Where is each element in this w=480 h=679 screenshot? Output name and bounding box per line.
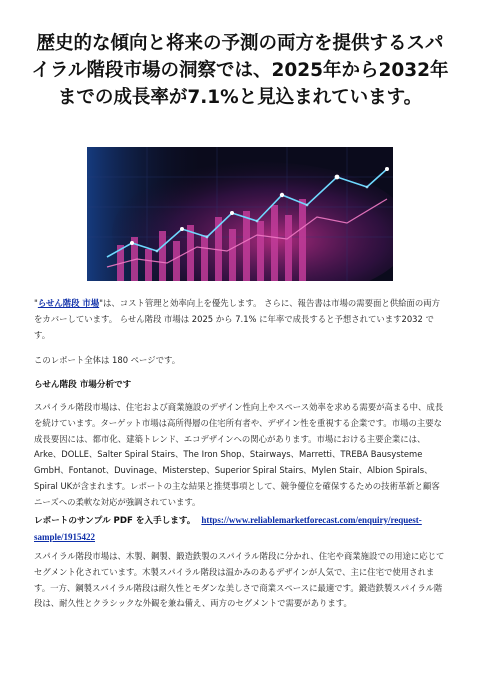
sample-request (34, 513, 446, 546)
sample-url-link[interactable]: https://www.reliablemarketforecast.com/enquiry/request-sample/1915422 (34, 515, 422, 542)
market-link[interactable]: らせん階段 市場 (37, 298, 100, 308)
sample-heading: レポートのサンプル PDF を入手します。 (34, 516, 196, 526)
page-count-text: このレポート全体は 180 ページです。 (34, 355, 181, 365)
open-quote: " (34, 298, 38, 308)
intro-paragraph (34, 296, 446, 343)
page-title: 歴史的な傾向と将来の予測の両方を提供するスパイラル階段市場の洞察では、2025年から2032年までの成長率が7.1%と見込まれています。 (31, 33, 449, 108)
intro-text: "は、コスト管理と効率向上を優先します。 さらに、報告書は市場の需要面と供給面の両方をカバーしています。 らせん階段 市場は 2025 から 7.1% に年率で成長すると予想されています2032 で す。 (34, 298, 440, 340)
analysis-heading: らせん階段 市場分析です (34, 380, 132, 390)
hero-image (87, 147, 393, 281)
segments-paragraph: スパイラル階段市場は、木製、鋼製、鍛造鉄製のスパイラル階段に分かれ、住宅や商業施設での用途に応じてセグメント化されています。木製スパイラル階段は温かみのあるデザインが人気で、主に住宅で使用されます。一方、鋼製スパイラル階段は耐久性とモダンな美しさで商業スペースに最適です。鍛造鉄製スパイラル階段は、耐久性とクラシックな外観を兼ね備え、両方のセグメントで需要があります。 (34, 551, 445, 609)
analysis-paragraph: スパイラル階段市場は、住宅および商業施設のデザイン性向上やスペース効率を求める需要が高まる中、成長を続けています。ターゲット市場は高所得層の住宅所有者や、デザイン性を重視する企業です。市場の主要な成長要因には、都市化、建築トレンド、エコデザインへの関心があります。市場における主要企業には、Arke、DOLLE、Salter Spiral Stairs、The Iron Shop、Stairways、Marretti、TREBA Bausysteme GmbH、Fontanot、Duvinage、Misterstep、Superior Spiral Stairs、Mylen Stair、Albion Spirals、Spiral UKが含まれます。レポートの主な結果と推奨事項として、競争優位を確保するための技術革新と顧客ニーズへの柔軟な対応が強調されています。 (34, 402, 444, 507)
market-graphic (87, 147, 393, 281)
